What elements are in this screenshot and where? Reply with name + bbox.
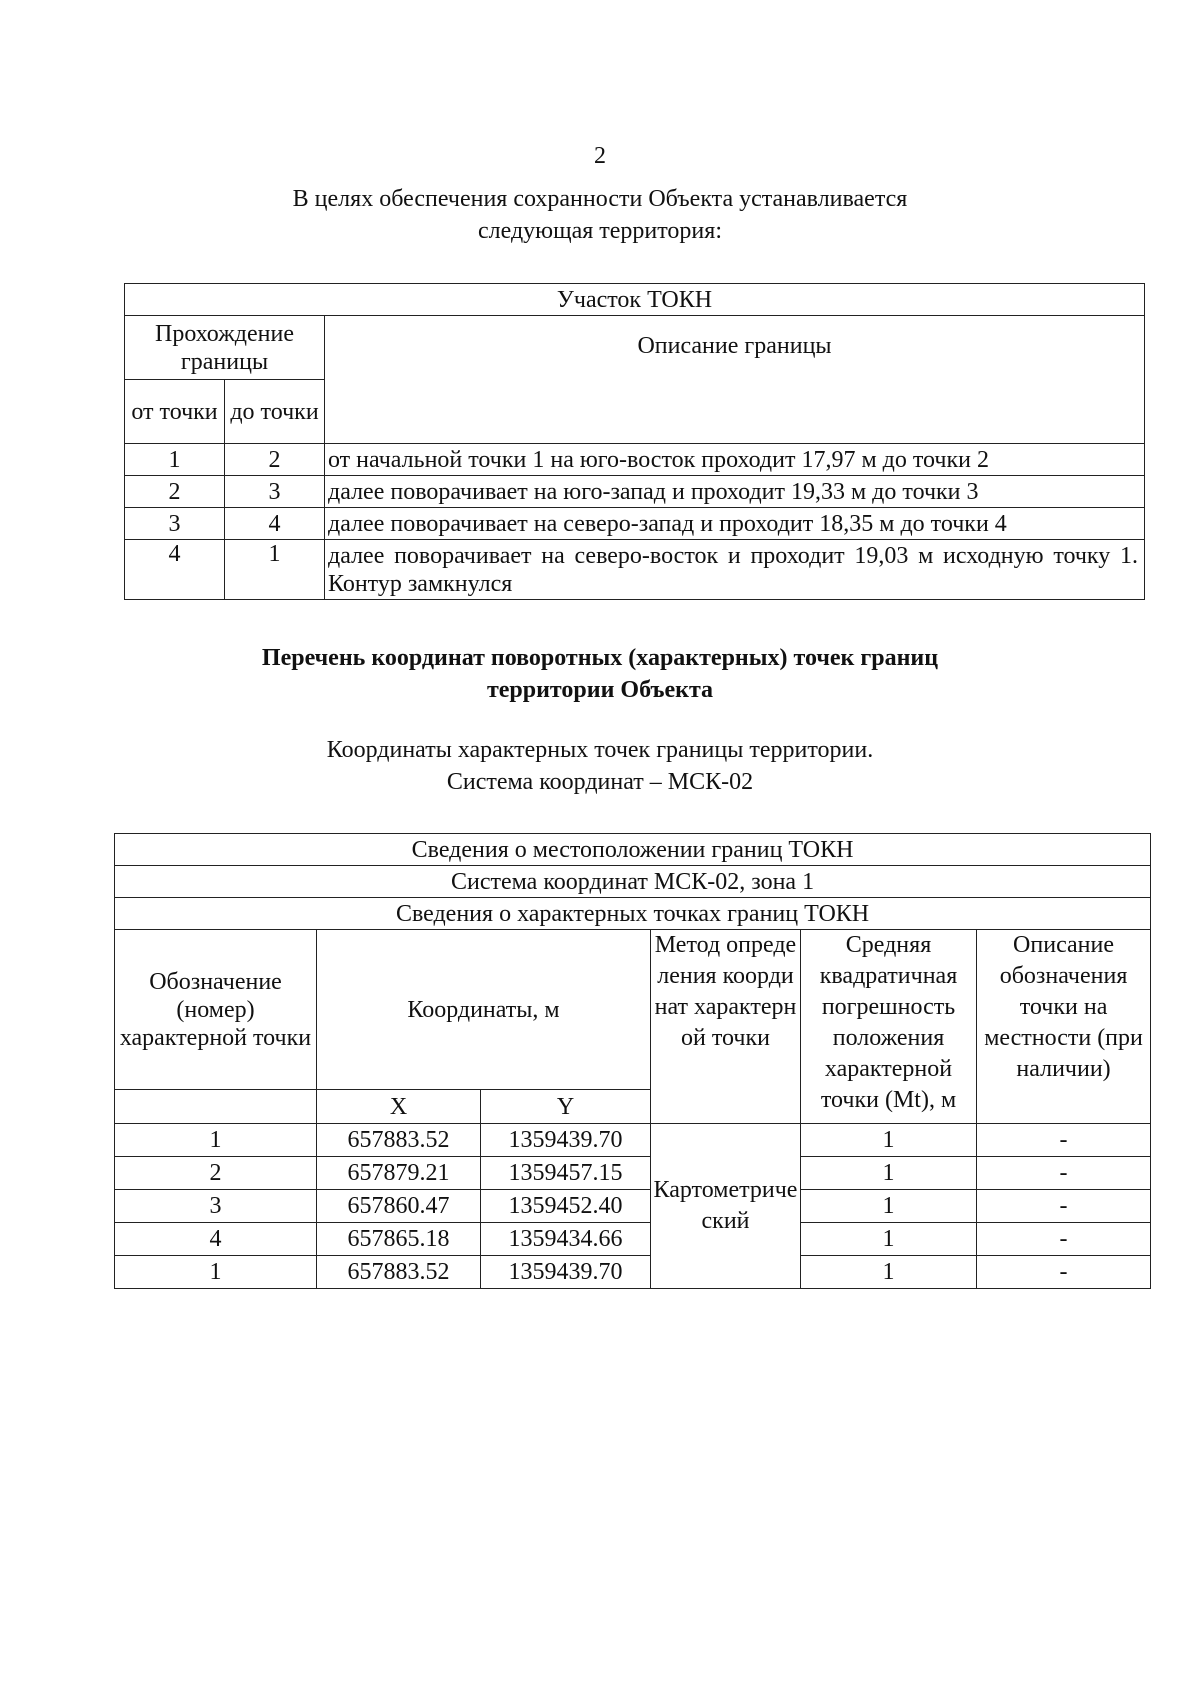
points-info-header: Сведения о характерных точках границ ТОКН: [115, 898, 1151, 930]
location-info-header: Сведения о местоположении границ ТОКН: [115, 834, 1151, 866]
coord-y: 1359457.15: [481, 1157, 651, 1190]
from-point: 2: [125, 476, 225, 508]
table-row: [125, 508, 1145, 540]
col-coords-header: Координаты, м: [317, 930, 651, 1090]
table-row: [125, 444, 1145, 476]
coord-y: 1359434.66: [481, 1223, 651, 1256]
intro-line-1: В целях обеспечения сохранности Объекта устанавливается: [292, 186, 908, 212]
from-point: 3: [125, 508, 225, 540]
point-description: -: [977, 1157, 1151, 1190]
coordinates-caption: [0, 734, 1200, 798]
coord-x: 657883.52: [317, 1124, 481, 1157]
boundary-description: далее поворачивает на северо-восток и проходит 19,03 м исходную точку 1. Контур замкнулся: [325, 540, 1145, 600]
boundary-description: далее поворачивает на юго-запад и проходит 19,33 м до точки 3: [325, 476, 1145, 508]
col-point-header: Обозначение (номер) характерной точки: [115, 930, 317, 1090]
col-y-header: Y: [481, 1090, 651, 1124]
to-point: 4: [225, 508, 325, 540]
point-description: -: [977, 1124, 1151, 1157]
boundary-description: далее поворачивает на северо-запад и проходит 18,35 м до точки 4: [325, 508, 1145, 540]
coordinate-system-header: Система координат МСК-02, зона 1: [115, 866, 1151, 898]
point-number: 1: [115, 1256, 317, 1289]
to-point: 1: [225, 540, 325, 600]
col-description-header: Описание границы: [325, 316, 1145, 444]
mt-value: 1: [801, 1157, 977, 1190]
to-point: 3: [225, 476, 325, 508]
boundary-description: от начальной точки 1 на юго-восток проходит 17,97 м до точки 2: [325, 444, 1145, 476]
table-row: [115, 1124, 1151, 1157]
list-title-line-1: Перечень координат поворотных (характерных) точек границ: [261, 645, 939, 671]
mt-value: 1: [801, 1124, 977, 1157]
col-x-header: X: [317, 1090, 481, 1124]
method-cell: Картометрический: [651, 1124, 801, 1289]
from-point: 4: [125, 540, 225, 600]
caption-line-1: Координаты характерных точек границы территории.: [326, 737, 874, 763]
point-description: -: [977, 1190, 1151, 1223]
coord-x: 657860.47: [317, 1190, 481, 1223]
point-description: -: [977, 1256, 1151, 1289]
to-point: 2: [225, 444, 325, 476]
table-row: [115, 1157, 1151, 1190]
point-number: 1: [115, 1124, 317, 1157]
mt-value: 1: [801, 1223, 977, 1256]
coord-x: 657883.52: [317, 1256, 481, 1289]
page-number: 2: [594, 143, 606, 169]
col-method-header: Метод определения координат характерной точки: [651, 930, 801, 1124]
boundary-table-title: Участок ТОКН: [125, 284, 1145, 316]
coord-x: 657879.21: [317, 1157, 481, 1190]
intro-paragraph: [0, 183, 1200, 247]
coord-y: 1359439.70: [481, 1124, 651, 1157]
coord-y: 1359439.70: [481, 1256, 651, 1289]
coordinates-table: [114, 833, 1151, 1289]
from-point: 1: [125, 444, 225, 476]
intro-line-2: следующая территория:: [478, 218, 722, 244]
mt-value: 1: [801, 1190, 977, 1223]
coordinates-list-title: [0, 642, 1200, 706]
table-row: [115, 1190, 1151, 1223]
col-point-subheader: [115, 1090, 317, 1124]
mt-value: 1: [801, 1256, 977, 1289]
col-error-header: Средняя квадратичная погрешность положения характерной точки (Mt), м: [801, 930, 977, 1124]
list-title-line-2: территории Объекта: [486, 677, 714, 703]
point-number: 3: [115, 1190, 317, 1223]
table-row: [115, 1223, 1151, 1256]
point-description: -: [977, 1223, 1151, 1256]
caption-line-2: Система координат – МСК-02: [446, 769, 754, 795]
table-row: [125, 540, 1145, 600]
col-to-header: до точки: [225, 380, 325, 444]
table-row: [125, 476, 1145, 508]
boundary-table: [124, 283, 1145, 600]
coord-x: 657865.18: [317, 1223, 481, 1256]
point-number: 4: [115, 1223, 317, 1256]
point-number: 2: [115, 1157, 317, 1190]
col-from-header: от точки: [125, 380, 225, 444]
table-row: [115, 1256, 1151, 1289]
col-passage-header: Прохождение границы: [125, 316, 325, 380]
col-desc-header: Описание обозначения точки на местности (при наличии): [977, 930, 1151, 1124]
coord-y: 1359452.40: [481, 1190, 651, 1223]
